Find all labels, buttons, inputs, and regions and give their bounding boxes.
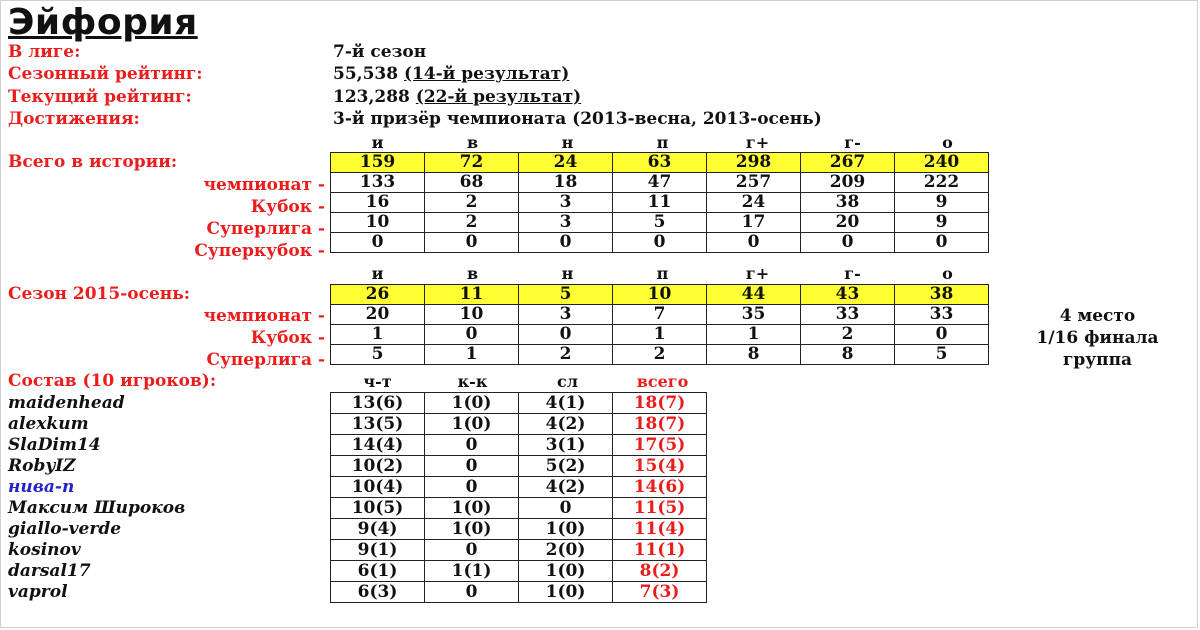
- table-row: 5 1 2 2 8 8 5: [331, 345, 989, 365]
- table-row: 10 2 3 5 17 20 9: [331, 213, 989, 233]
- season-column-headers: и в н п г+ г- о: [371, 264, 953, 283]
- table-row: 20 10 3 7 35 33 33: [331, 305, 989, 325]
- history-table: [330, 152, 989, 253]
- table-row: 1 0 0 1 1 2 0: [331, 325, 989, 345]
- player-name: maidenhead: [8, 393, 125, 413]
- history-row-label: Суперкубок -: [194, 241, 325, 261]
- season-row-label: Кубок -: [250, 328, 325, 348]
- table-row: 6(3) 0 1(0) 7(3): [331, 582, 707, 603]
- table-row: 0 0 0 0 0 0 0: [331, 233, 989, 253]
- player-name: alexkum: [8, 414, 89, 434]
- table-row: 14(4) 0 3(1) 17(5): [331, 435, 707, 456]
- achievements-value: 3-й призёр чемпионата (2013-весна, 2013-осень): [333, 109, 822, 129]
- player-name: нива-п: [8, 477, 75, 497]
- table-row: 9(4) 1(0) 1(0) 11(4): [331, 519, 707, 540]
- season-total-row: 26 11 5 10 44 43 38: [331, 285, 989, 305]
- table-row: 16 2 3 11 24 38 9: [331, 193, 989, 213]
- table-row: 10(4) 0 4(2) 14(6): [331, 477, 707, 498]
- roster-table: [330, 392, 707, 603]
- league-label: В лиге:: [8, 42, 81, 62]
- player-name: Максим Широков: [8, 498, 186, 518]
- current-rating-value: 123,288 (22-й результат): [333, 87, 582, 107]
- season-rating-label: Сезонный рейтинг:: [8, 64, 203, 84]
- season-note-cup: 1/16 финала: [1036, 328, 1159, 348]
- season-note-superleague: группа: [1062, 350, 1133, 370]
- table-row: 6(1) 1(1) 1(0) 8(2): [331, 561, 707, 582]
- current-rating-label: Текущий рейтинг:: [8, 87, 192, 107]
- league-value: 7-й сезон: [333, 42, 427, 62]
- achievements-label: Достижения:: [8, 109, 140, 129]
- player-name: vaprol: [8, 582, 68, 602]
- season-label: Сезон 2015-осень:: [8, 284, 191, 304]
- history-column-headers: и в н п г+ г- о: [371, 133, 953, 152]
- table-row: 13(5) 1(0) 4(2) 18(7): [331, 414, 707, 435]
- roster-label: Состав (10 игроков):: [8, 371, 217, 391]
- player-name: SlaDim14: [8, 435, 101, 455]
- season-rating-value: 55,538 (14-й результат): [333, 64, 570, 84]
- history-row-label: чемпионат -: [203, 175, 325, 195]
- player-name: RobyIZ: [8, 456, 76, 476]
- table-row: 13(6) 1(0) 4(1) 18(7): [331, 393, 707, 414]
- table-row: 10(2) 0 5(2) 15(4): [331, 456, 707, 477]
- table-row: 9(1) 0 2(0) 11(1): [331, 540, 707, 561]
- history-total-row: 159 72 24 63 298 267 240: [331, 153, 989, 173]
- team-title: Эйфория: [8, 2, 198, 43]
- player-name: darsal17: [8, 561, 91, 581]
- table-row: 133 68 18 47 257 209 222: [331, 173, 989, 193]
- season-row-label: Суперлига -: [206, 350, 325, 370]
- player-name: giallo-verde: [8, 519, 122, 539]
- player-name: kosinov: [8, 540, 81, 560]
- history-row-label: Суперлига -: [206, 219, 325, 239]
- season-table: [330, 284, 989, 365]
- table-row: 10(5) 1(0) 0 11(5): [331, 498, 707, 519]
- history-row-label: Кубок -: [250, 197, 325, 217]
- season-row-label: чемпионат -: [203, 306, 325, 326]
- season-note-championship: 4 место: [1059, 306, 1136, 326]
- history-label: Всего в истории:: [8, 152, 178, 172]
- roster-column-headers: ч-т к-к сл всего: [363, 372, 689, 391]
